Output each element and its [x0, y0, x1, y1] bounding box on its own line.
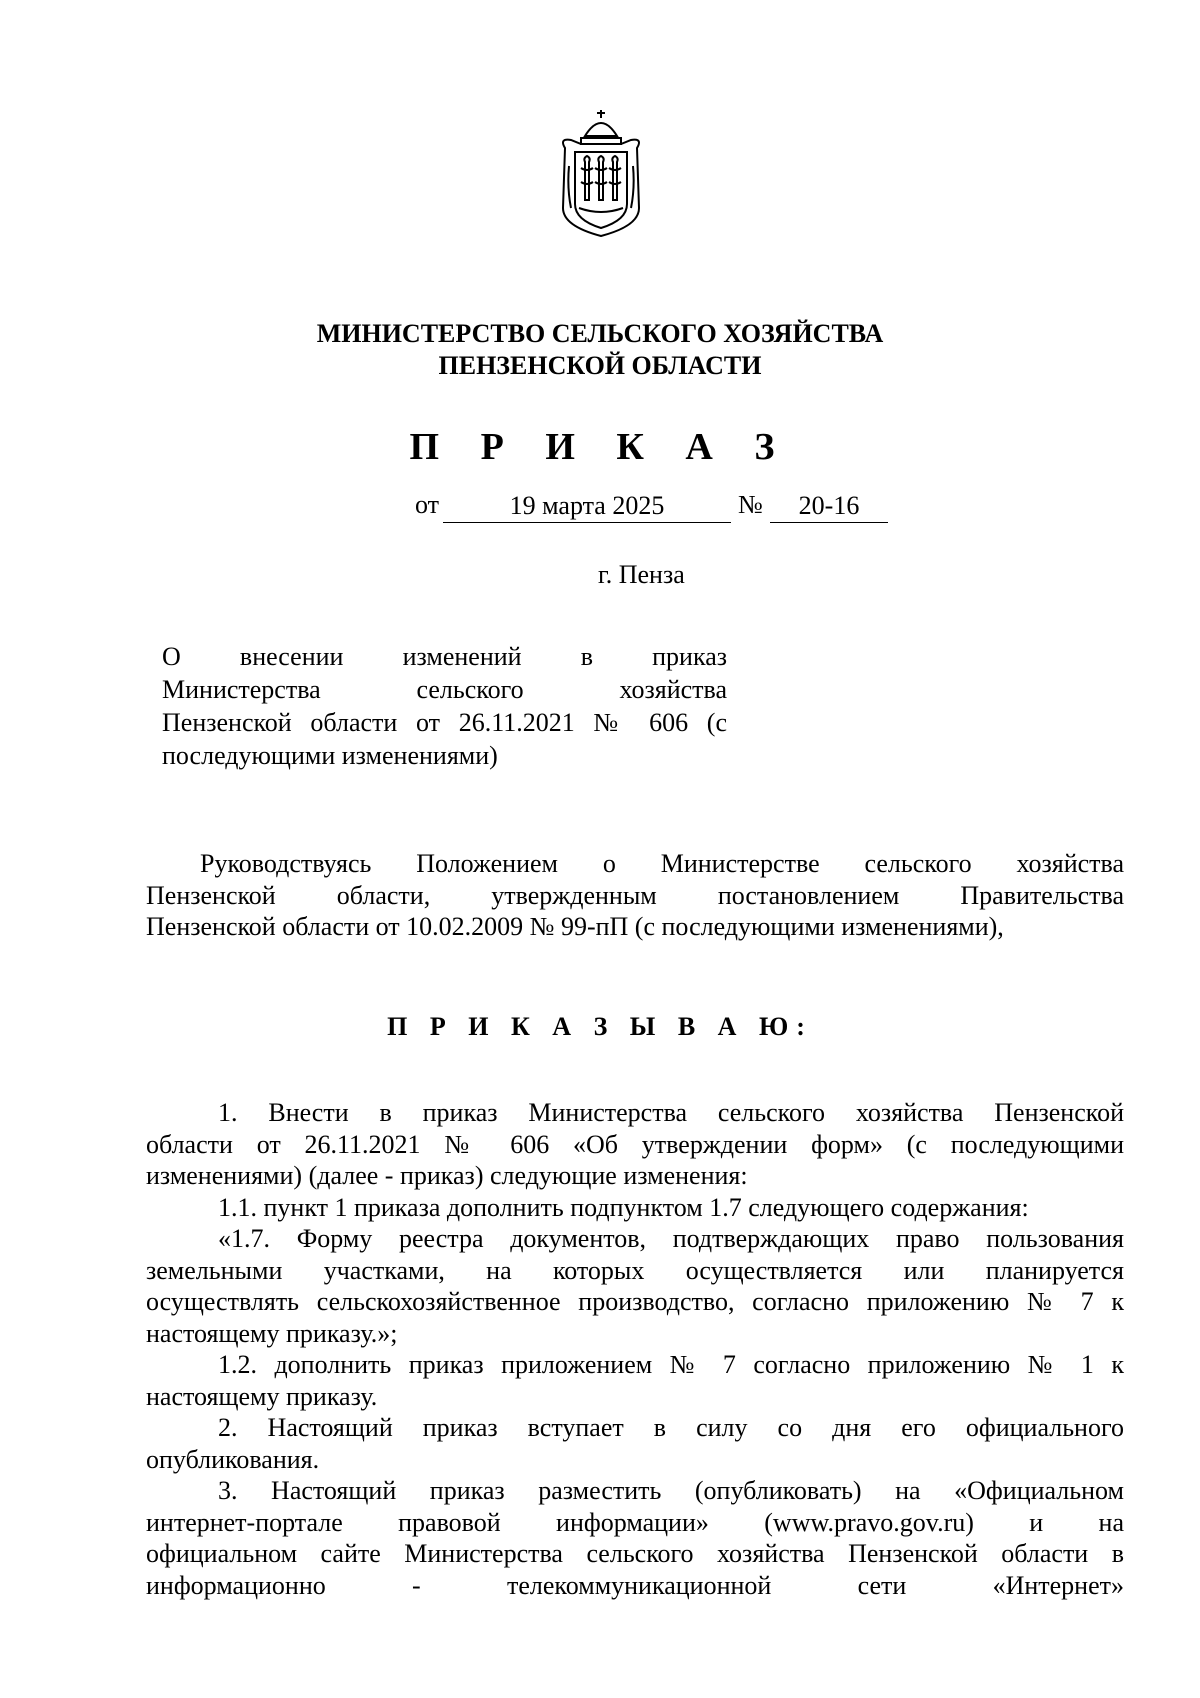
item-line: осуществлять сельскохозяйственное производство, согласно приложению № 7 к: [146, 1287, 1124, 1316]
item-line: 1.2. дополнить приказ приложением № 7 согласно приложению № 1 к: [218, 1350, 1124, 1379]
item-line: области от 26.11.2021 № 606 «Об утверждении форм» (с последующими: [146, 1129, 1124, 1159]
item-1-2: [146, 1349, 1124, 1412]
item-line: настоящему приказу.»;: [146, 1318, 398, 1348]
date-prefix: от: [415, 490, 440, 519]
item-1-1: [146, 1192, 1124, 1224]
item-3: [146, 1475, 1124, 1601]
item-line: «1.7. Форму реестра документов, подтверждающих право пользования: [218, 1224, 1124, 1253]
item-line: официальном сайте Министерства сельского хозяйства Пензенской области в: [146, 1539, 1124, 1568]
preamble-line: Руководствуясь Положением о Министерстве сельского хозяйства: [200, 849, 1124, 878]
city: г. Пенза: [598, 560, 685, 589]
document-subject: [162, 640, 727, 772]
item-line: 1.1. пункт 1 приказа дополнить подпунктом 1.7 следующего содержания:: [218, 1192, 1029, 1222]
document-type-title: П Р И К А З: [409, 426, 791, 468]
item-line: 3. Настоящий приказ разместить (опубликовать) на «Официальном: [218, 1476, 1124, 1505]
number-prefix: №: [738, 490, 763, 519]
item-line: 1. Внести в приказ Министерства сельского хозяйства Пензенской: [218, 1098, 1124, 1127]
preamble: [146, 848, 1124, 943]
item-line: земельными участками, на которых осуществляется или планируется: [146, 1255, 1124, 1285]
item-line: настоящему приказу.: [146, 1381, 378, 1411]
subject-line: последующими изменениями): [162, 741, 498, 770]
item-1-7-text: [146, 1223, 1124, 1349]
item-line: изменениями) (далее - приказ) следующие изменения:: [146, 1161, 748, 1190]
subject-line: О внесении изменений в приказ: [162, 642, 727, 671]
order-items: [146, 1097, 1124, 1601]
directive-heading: П Р И К А З Ы В А Ю:: [387, 1012, 813, 1041]
document-date: 19 марта 2025: [443, 490, 731, 523]
subject-line: Министерства сельского хозяйства: [162, 675, 727, 704]
preamble-line: Пензенской области, утвержденным постановлением Правительства: [146, 880, 1124, 910]
item-2: [146, 1412, 1124, 1475]
ministry-name-line-2: ПЕНЗЕНСКОЙ ОБЛАСТИ: [438, 351, 762, 380]
item-line: опубликования.: [146, 1444, 320, 1474]
item-line: интернет-портале правовой информации» (www.pravo.gov.ru) и на: [146, 1507, 1124, 1537]
coat-of-arms-icon: [555, 108, 647, 240]
document-number: 20-16: [770, 490, 888, 523]
subject-line: Пензенской области от 26.11.2021 № 606 (с: [162, 708, 727, 737]
item-line: информационно - телекоммуникационной сети «Интернет»: [146, 1570, 1124, 1600]
preamble-line: Пензенской области от 10.02.2009 № 99-пП (с последующими изменениями),: [146, 912, 1004, 941]
item-line: 2. Настоящий приказ вступает в силу со дня его официального: [218, 1413, 1124, 1442]
ministry-name-line-1: МИНИСТЕРСТВО СЕЛЬСКОГО ХОЗЯЙСТВА: [316, 319, 884, 348]
item-1: [146, 1097, 1124, 1192]
